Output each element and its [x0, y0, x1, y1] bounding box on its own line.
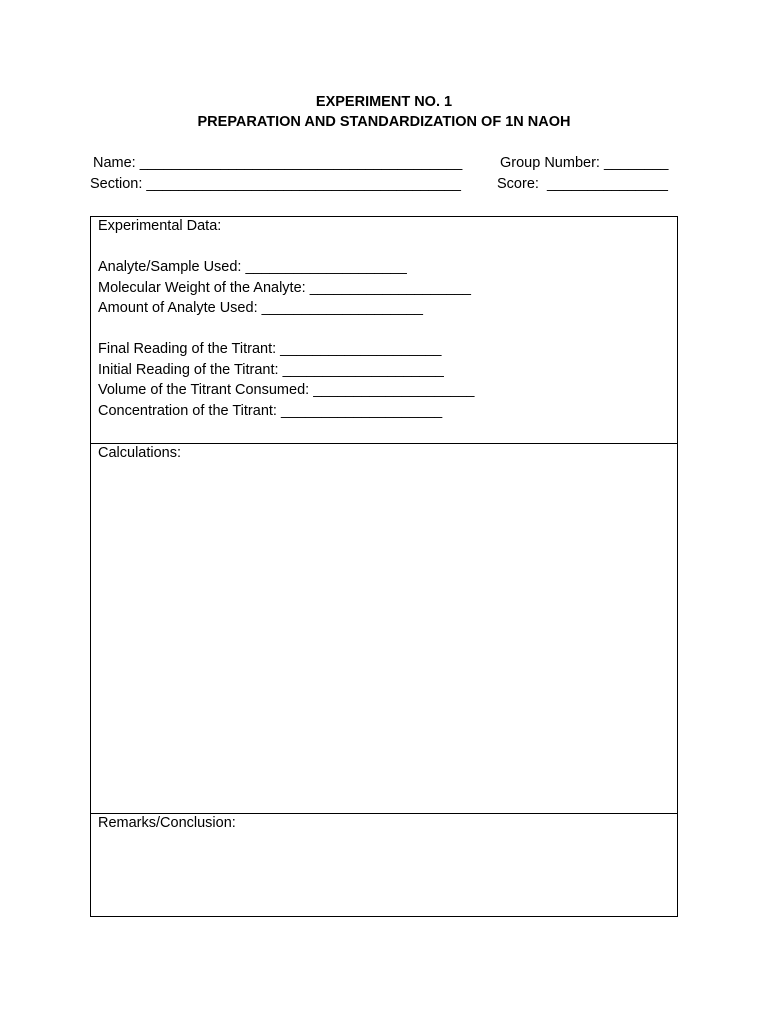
- analyte-used-field[interactable]: Analyte/Sample Used: ____________________: [98, 259, 407, 275]
- experiment-number-title: EXPERIMENT NO. 1: [315, 94, 453, 110]
- experiment-title: PREPARATION AND STANDARDIZATION OF 1N NAOH: [197, 114, 571, 130]
- section-field[interactable]: Section: _______________________________________: [90, 176, 461, 192]
- amount-analyte-field[interactable]: Amount of Analyte Used: ____________________: [98, 300, 423, 316]
- calculations-heading: Calculations:: [98, 445, 182, 461]
- score-field[interactable]: Score: _______________: [497, 176, 668, 192]
- final-reading-field[interactable]: Final Reading of the Titrant: ____________________: [98, 341, 442, 357]
- remarks-heading: Remarks/Conclusion:: [98, 815, 236, 831]
- name-field[interactable]: Name: ________________________________________: [93, 155, 463, 171]
- group-number-field[interactable]: Group Number: ________: [500, 155, 669, 171]
- remarks-section[interactable]: [90, 813, 678, 917]
- calculations-section[interactable]: [90, 443, 678, 814]
- initial-reading-field[interactable]: Initial Reading of the Titrant: ____________________: [98, 362, 444, 378]
- molecular-weight-field[interactable]: Molecular Weight of the Analyte: ____________________: [98, 280, 471, 296]
- experimental-data-heading: Experimental Data:: [98, 218, 222, 234]
- experimental-data-section: [90, 216, 678, 444]
- volume-consumed-field[interactable]: Volume of the Titrant Consumed: ____________________: [98, 382, 475, 398]
- concentration-field[interactable]: Concentration of the Titrant: ____________________: [98, 403, 443, 419]
